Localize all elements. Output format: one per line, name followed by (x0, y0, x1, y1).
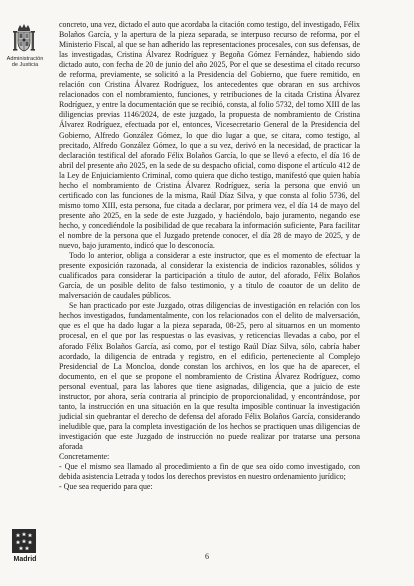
document-body (59, 20, 360, 492)
coat-of-arms-icon (13, 23, 35, 54)
paragraph: concreto, una vez, dictado el auto que acordaba la citación como testigo, del investigado, Félix Bolaños García, y la apertura de la pieza separada, se interpuso recurso de reforma, por el Ministerio Fiscal, al que se han adherido las representaciones procesales, con sus defensas, de las investigadas, Cristina Álvarez Rodríguez y Begoña Gómez Fernández, habiendo sido dictado auto, con fecha de 20 de junio del año 2025, Por el que se desestima el citado recurso de reforma, previamente, se solicitó a la Presidencia del Gobierno, que fuere remitido, en relación con Cristina Álvarez Rodríguez, los antecedentes que obraran en sus archivos relacionados con el nombramiento, funciones, y retribuciones de la citada Cristina Álvarez Rodríguez, y entre la documentación que se recibió, consta, al folio 5732, del tomo XIII de las diligencias previas 1146/2024, de este juzgado, la propuesta de nombramiento de Cristina Álvarez Rodríguez, efectuada por el, entonces, Vicesecretario General de la Presidencia del Gobierno, Alfredo González Gómez, lo que dio lugar a que, se citara, como testigo, al precitado, Alfredo González Gómez, lo que a su vez, derivó en la necesidad, de practicar la declaración testifical del aforado Félix Bolaños García, lo que se llevó a efecto, el día 16 de abril del presente año 2025, en la sede de su despacho oficial, como dispone el artículo 412 de la Ley de Enjuiciamiento Criminal, como quiera que dicho testigo, manifestó que quien había hecho el nombramiento de Cristina Álvarez Rodríguez, sería la persona que envió un certificado con las funciones de la misma, Raúl Díaz Silva, y que consta al folio 5736, del mismo tomo XIII, esta persona, fue citada a declarar, por primera vez, el día 14 de mayo del presente año 2025, en la sede de este Juzgado, y haciéndolo, bajo juramento, negando ese hecho, y concediéndole la posibilidad de que recabara la información suficiente, Para facilitar el nombre de la persona que el Juzgado pretende conocer, el día 28 de mayo de 2025, y de nuevo, bajo juramento, indicó que lo desconocía. (59, 20, 360, 251)
institution-name (2, 56, 48, 69)
page-number: 6 (205, 552, 209, 561)
paragraph: Todo lo anterior, obliga a considerar a este instructor, que es el momento de efectuar la presente exposición razonada, al considerar la existencia de indicios razonables, sólidos y cualificados para considerar la participación a título de autor, del aforado, Félix Bolaños García, de un posible delito de falso testimonio, y a título de coautor de un delito de malversación de caudales públicos. (59, 251, 360, 301)
list-item: - Que el mismo sea llamado al procedimiento a fin de que sea oído como investigado, con debida asistencia Letrada y todos los derechos previstos en nuestro ordenamiento jurídico; (59, 462, 360, 482)
madrid-community-logo-icon (12, 529, 36, 553)
list-item: - Que sea requerido para que: (59, 482, 153, 492)
paragraph: Se han practicado por este Juzgado, otras diligencias de investigación en relación con los hechos investigados, fundamentalmente, con los relacionados con el delito de malversación, que es el que ha dado lugar a la pieza separada, 08-25, pero al situarnos en un momento procesal, en el que por las respuestas o las evasivas, y reticencias llevadas a cabo, por el aforado Félix Bolaños García, así como, por el testigo Raúl Díaz Silva, sólo, cabría haber acordado, la diligencia de entrada y registro, en el edificio, perteneciente al Complejo Presidencial de La Moncloa, donde constan los archivos, en los que ha de aparecer, el documento, en el que se propone el nombramiento de Cristina Álvarez Rodríguez, como personal eventual, para las labores que tiene asignadas, diligencia, que a juicio de este instructor, por ahora, sería contraria al principio de proporcionalidad, y encontrándose, por tanto, la instrucción en una situación en la que resulta imposible continuar la investigación judicial sin quebrantar el derecho de defensa del aforado Félix Bolaños García, considerando ineludible que, para la completa investigación de los hechos se practiquen unas diligencias de investigación que este Juzgado de instrucción no puede realizar por tratarse una persona aforada (59, 301, 360, 451)
paragraph: Concretamente: (59, 452, 110, 462)
institution-line-2: de Justicia (11, 62, 39, 69)
madrid-label: Madrid (13, 556, 37, 563)
institution-line-1: Administración (6, 56, 44, 62)
institution-sidebar (0, 0, 50, 586)
